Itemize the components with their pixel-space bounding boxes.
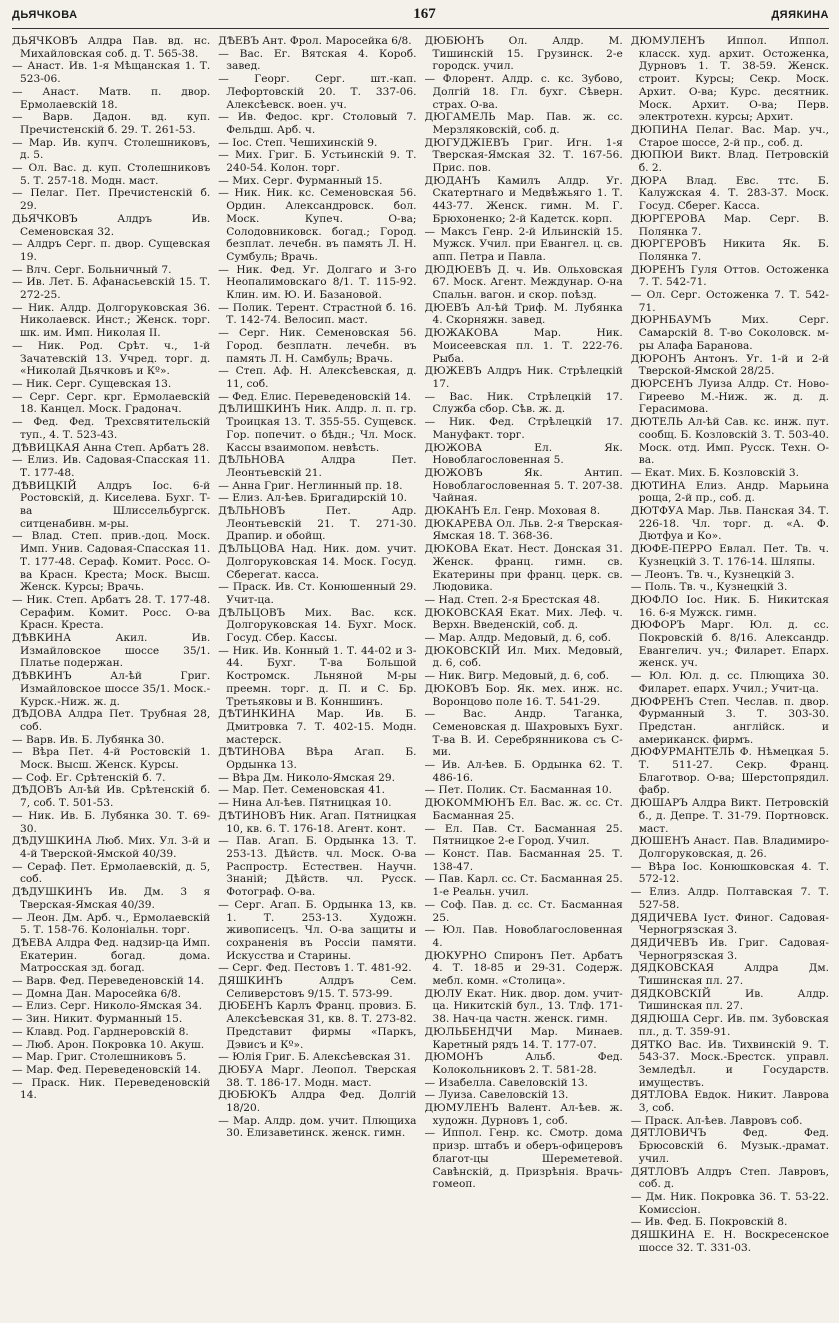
directory-entry: ДЮРЕНЪ Гуля Оттов. Остоженка 7. Т. 542-71.	[630, 263, 829, 289]
directory-entry: — Ник. Фед. Стрѣлецкій 17. Мануфакт. торг.	[424, 416, 623, 441]
directory-entry: ДЮФРЕНЪ Степ. Чеслав. п. двор. Фурманный 3. Т. 303-30. Предстан. англійск. и американск. фирмъ.	[630, 695, 829, 746]
directory-entry: ДЮРНБАУМЪ Мих. Серг. Самарскій 8. Т-во Соколовск. м-ры Алафа Барановa.	[630, 314, 829, 352]
directory-entry: ДЮДАНЪ Камилъ Алдр. Уг. Скатертнаго и Медвѣжьяго 1. Т. 443-77. Женск. гимн. М. Г. Брюхоненко; 2-й Кадетск. корп.	[424, 174, 623, 225]
directory-entry: — Пелаг. Пет. Пречистенскій б. 29.	[12, 187, 211, 213]
directory-entry: — Леон. Дм. Арб. ч., Ермолаевскій 5. Т. 158-76. Колоніальн. торг.	[12, 911, 211, 937]
directory-entry: — Домна Дан. Маросейка 6/8.	[12, 987, 181, 1000]
directory-entry: — Вас. Андр. Таганка, Семеновская д. Шахровыхъ Бухг. Т-ва В. И. Серебрянникова съ С-ми.	[424, 708, 623, 759]
directory-entry: ДЮТИНА Елиз. Андр. Марьина роща, 2-й пр., соб. д.	[630, 479, 829, 505]
directory-entry: — Георг. Серг. шт.-кап. Лефортовскій 20. Т. 337-06. Алексѣевск. воен. уч.	[218, 73, 417, 111]
directory-entry: — Ник. Алдр. Долгоруковская 36. Николаевск. Инст.; Женск. торг. шк. им. Имп. Николая II.	[12, 301, 211, 340]
directory-entry: ДЯШКИНА Е. Н. Воскресенское шоссе 32. Т. 331-03.	[630, 1229, 829, 1254]
directory-entry: — Варв. Ив. Б. Лубянка 30.	[12, 733, 165, 746]
directory-entry: ДЬЯЧКОВЪ Алдръ Ив. Семеновская 32.	[12, 212, 211, 238]
directory-entry: ДЮМУЛЕНЪ Валент. Ал-ѣев. ж. художн. Дурновъ 1, соб.	[424, 1102, 623, 1127]
directory-entry: ДЮМУЛЕНЪ Иппол. Иппол. класск. худ. архит. Остоженка, Дурновъ 1. Т. 38-59. Женск. строит. Курсы; Секр. Моск. Архит. О-ва; Курс. десятник. Моск. Архит. О-ва; Перв. электротехн. курсы; Архит.	[630, 35, 829, 124]
directory-entry: — Серг. Агап. Б. Ордынка 13, кв. 1. Т. 253-13. Художн. живописецъ. Чл. О-ва защиты и сохраненія въ Россіи памяти. Искусства и Старины.	[218, 898, 417, 962]
directory-entry: — Анаст. Ив. 1-я Мѣщанская 1. Т. 523-06.	[12, 60, 211, 86]
directory-entry: — Сераф. Пет. Ермолаевскій, д. 5, соб.	[12, 860, 211, 886]
directory-entry: — Ол. Серг. Остоженка 7. Т. 542-71.	[630, 289, 829, 314]
directory-entry: ДЮРСЕНЪ Луиза Алдр. Ст. Ново-Гиреево М.-Ниж. ж. д. д. Герасимова.	[630, 377, 829, 416]
directory-entry: — Над. Степ. 2-я Брестская 48.	[424, 593, 601, 606]
directory-entry: — Елиз. Ал-ѣев. Бригадирскій 10.	[218, 492, 408, 505]
directory-entry: ДЮКАНЪ Ел. Генр. Моховая 8.	[424, 505, 601, 518]
directory-entry: — Мар. Ив. купч. Столешниковъ, д. 5.	[12, 136, 211, 162]
directory-entry: — Вѣра Пет. 4-й Ростовскій 1. Моск. Высш. Женск. Курсы.	[12, 746, 211, 772]
directory-entry: ДѢТИНОВЪ Ник. Агап. Пятницкая 10, кв. 6. Т. 176-18. Агент. конт.	[218, 809, 417, 835]
directory-entry: ДѢДУШКИНЪ Ив. Дм. 3 я Тверская-Ямская 40/39.	[12, 886, 211, 911]
directory-entry: — Елиз. Ив. Садовая-Спасская 11. Т. 177-48.	[12, 454, 211, 479]
directory-entry: — Люб. Арон. Покровка 10. Акуш.	[12, 1038, 205, 1051]
directory-columns	[12, 35, 829, 1255]
directory-entry: ДѢЛЬЦОВА Над. Ник. дом. учит. Долгоруковская 14. Моск. Госуд. Сберегат. касса.	[218, 543, 417, 581]
directory-entry: — Пав. Карл. сс. Ст. Басманная 25. 1-е Реальн. учил.	[424, 873, 623, 899]
directory-entry: ДѢДОВА Алдра Пет. Трубная 28, соб.	[12, 708, 211, 733]
directory-entry: — Ник. Ив. Конный 1. Т. 44-02 и 3-44. Бухг. Т-ва Большой Костромск. Льняной М-ры преемн. торг. д. П. и С. Бр. Третьяковы и В. Конншинъ.	[218, 644, 417, 708]
directory-entry: — Ив. Федос. крг. Столовый 7. Фельдш. Арб. ч.	[218, 111, 417, 136]
directory-entry: ДЯДКОВСКІЙ Ив. Алдр. Тишинская пл. 27.	[630, 987, 829, 1013]
directory-entry: ДЮПЮИ Викт. Влад. Петровскій б. 2.	[630, 149, 829, 175]
directory-entry: ДЮРГЕРОВА Мар. Серг. В. Полянка 7.	[630, 212, 829, 238]
directory-entry: ДЮЖАКОВА Мар. Ник. Моисеевская пл. 1. Т. 222-76. Рыба.	[424, 327, 623, 365]
header-right-word: ДЯЯКИНА	[771, 9, 829, 21]
directory-entry: ДЯДЮША Серг. Ив. пм. Зубовская пл., д. Т. 359-91.	[630, 1013, 829, 1038]
directory-entry: — Полик. Терент. Страстной б. 16. Т. 142-74. Велосип. маст.	[218, 301, 417, 327]
directory-entry: ДЮКОММЮНЪ Ел. Вас. ж. сс. Ст. Басманная 25.	[424, 797, 623, 822]
directory-entry: ДЮМОНЪ Альб. Фед. Колокольниковъ 2. Т. 581-28.	[424, 1051, 623, 1076]
column-1	[12, 35, 210, 1255]
directory-entry: — Нина Ал-ѣев. Пятницкая 10.	[218, 797, 392, 810]
directory-entry: — Фед. Фед. Трехсвятительскій туп., 4. Т. 523-43.	[12, 416, 211, 441]
directory-entry: — Анна Григ. Неглинный пр. 18.	[218, 479, 403, 492]
directory-entry: ДЮЖОВЪ Як. Антип. Новоблагословенная 5. Т. 207-38. Чайная.	[424, 466, 623, 505]
directory-entry: — Леонъ. Тв. ч., Кузнецкій 3.	[630, 568, 795, 581]
directory-entry: ДЮЖОВА Ел. Як. Новоблагословенная 5.	[424, 441, 623, 467]
directory-entry: — Поль. Тв. ч., Кузнецкій 3.	[630, 581, 788, 594]
directory-entry: ДЮГУДЖІЕВЪ Григ. Игн. 1-я Тверская-Ямская 32. Т. 167-56. Прис. пов.	[424, 136, 623, 175]
directory-entry: ДЯТЛОВЪ Алдръ Степ. Лавровъ, соб. д.	[630, 1165, 829, 1191]
directory-entry: — Изабелла. Савеловскій 13.	[424, 1076, 588, 1089]
directory-entry: — Ник. Степ. Арбатъ 28. Т. 177-48. Серафим. Комит. Росс. О-ва Красн. Креста.	[12, 593, 211, 632]
directory-entry: — Серг. Ник. Семеновская 56. Город. безплатн. лечебн. въ память Л. Н. Самбуль; Врачь.	[218, 327, 417, 365]
directory-entry: — Дм. Ник. Покровка 36. Т. 53-22. Комиссіон.	[630, 1190, 829, 1216]
directory-entry: — Клавд. Род. Гарднеровскій 8.	[12, 1025, 189, 1038]
directory-entry: — Ол. Вас. д. куп. Столешниковъ 5. Т. 257-18. Модн. маст.	[12, 162, 211, 187]
directory-entry: ДѢТИНКИНА Мар. Ив. Б. Дмитровка 7. Т. 402-15. Модн. мастерск.	[218, 708, 417, 746]
directory-entry: ДѢЕВЪ Ант. Фрол. Маросейка 6/8.	[218, 35, 412, 47]
directory-entry: ДЯДИЧЕВЪ Ив. Григ. Садовая-Черногрязская 3.	[630, 936, 829, 962]
directory-entry: — Юлія Григ. Б. Алексѣевская 31.	[218, 1051, 411, 1064]
directory-entry: ДЯТКО Вас. Ив. Тихвинскій 9. Т. 543-37. Моск.-Брестск. управл. Земледѣл. и Государств. имуществъ.	[630, 1038, 829, 1089]
directory-entry: ДЯТЛОВИЧЪ Фед. Фед. Брюсовскій 6. Музык.-драмат. учил.	[630, 1127, 829, 1165]
directory-entry: — Пав. Агап. Б. Ордынка 13. Т. 253-13. Дѣйств. чл. Моск. О-ва Распростр. Естествен. Научн. Знаній; Дѣйств. чл. Русск. Фотограф. О-ва.	[218, 835, 417, 899]
page-number: 167	[413, 6, 436, 22]
directory-entry: — Мар. Алдр. Медовый, д. 6, соб.	[424, 632, 611, 645]
directory-entry: — Ник. Серг. Сущевская 13.	[12, 377, 172, 390]
directory-entry: ДЮКОВСКІЙ Ил. Мих. Медовый, д. 6, соб.	[424, 644, 623, 670]
directory-entry: ДѢЕВА Алдра Фед. надзир-ца Имп. Екатерин. богад. дома. Матросская зд. богад.	[12, 936, 211, 975]
directory-entry: ДѢЛЬЦОВЪ Мих. Вас. кск. Долгоруковская 14. Бухг. Моск. Госуд. Сбер. Кассы.	[218, 606, 417, 645]
directory-entry: ДЮКУРНО Спиронъ Пет. Арбатъ 4. Т. 18-85 и 29-31. Содерж. мебл. комн. «Столица».	[424, 949, 623, 988]
column-4	[631, 35, 829, 1255]
directory-entry: ДЯТЛОВА Евдок. Никит. Лаврова 3, соб.	[630, 1089, 829, 1115]
directory-entry: — Мих. Григ. Б. Устьинскій 9. Т. 240-54. Колон. торг.	[218, 149, 417, 175]
directory-entry: — Вас. Ник. Стрѣлецкій 17. Служба сбор. Сѣв. ж. д.	[424, 390, 623, 416]
directory-entry: — Луиза. Савеловскій 13.	[424, 1089, 569, 1102]
directory-entry: ДЮКАРЕВА Ол. Льв. 2-я Тверская-Ямская 18. Т. 368-36.	[424, 517, 623, 543]
directory-entry: — Юл. Юл. д. сс. Плющиха 30. Филарет. епарх. Учил.; Учит-ца.	[630, 670, 829, 695]
directory-entry: ДЮФЛО Іос. Ник. Б. Никитская 16. 6-я Мужск. гимн.	[630, 593, 829, 619]
column-2	[218, 35, 416, 1255]
directory-entry: ДЯШКИНЪ Алдръ Сем. Селиверстовъ 9/15. Т. 573-99.	[218, 975, 417, 1000]
directory-entry: — Ив. Ал-ѣев. Б. Ордынка 62. Т. 486-16.	[424, 759, 623, 784]
directory-entry: ДѢВКИНА Акил. Ив. Измайловское шоссе 35/1. Платье подержан.	[12, 632, 211, 670]
directory-entry: — Ник. Род. Срѣт. ч., 1-й Зачатевскій 13. Учред. торг. д. «Николай Дьячковъ и Кº».	[12, 339, 211, 378]
directory-entry: — Елиз. Алдр. Полтавская 7. Т. 527-58.	[630, 886, 829, 911]
directory-entry: — Юл. Пав. Новоблагословенная 4.	[424, 924, 623, 949]
directory-entry: — Влад. Степ. прив.-доц. Моск. Имп. Унив. Садовая-Спасская 11. Т. 177-48. Сераф. Комит. Росс. О-ва Красн. Креста; Моск. Высш. Женск. Курсы; Врачь.	[12, 530, 211, 594]
directory-entry: — Соф. Пав. д. сс. Ст. Басманная 25.	[424, 898, 623, 924]
directory-entry: — Мар. Пет. Семеновская 41.	[218, 784, 386, 797]
directory-entry: — Иппол. Генр. кс. Смотр. дома призр. штабъ и оберъ-офицеровъ благот-цы Шереметевой. Савѣнскій, д. Призрѣнія. Врачь-гомеоп.	[424, 1127, 623, 1191]
directory-entry: ДЮРОНЪ Антонъ. Уг. 1-й и 2-й Тверской-Ямской 28/25.	[630, 352, 829, 378]
directory-entry: — Іос. Степ. Чешихинскій 9.	[218, 136, 378, 149]
directory-entry: ДЮБЮНЪ Ол. Алдр. М. Тишинскій 15. Грузинск. 2-е городск. учил.	[424, 35, 623, 73]
directory-entry: ДЮФОРЪ Марг. Юл. д. сс. Покровскій б. 8/16. Александр. Евангелич. уч.; Филарет. Епарх. женск. уч.	[630, 619, 829, 670]
directory-entry: — Праск. Ал-ѣев. Лавровъ соб.	[630, 1114, 803, 1127]
directory-entry: — Пет. Полик. Ст. Басманная 10.	[424, 784, 612, 797]
directory-entry: — Варв. Дадон. вд. куп. Пречистенскій б. 29. Т. 261-53.	[12, 111, 211, 136]
directory-entry: — Вѣра Дм. Николо-Ямская 29.	[218, 771, 395, 784]
directory-entry: ДЮГАМЕЛЬ Мар. Пав. ж. сс. Мерзляковскій, соб. д.	[424, 111, 623, 136]
directory-entry: — Ник. Ив. Б. Лубянка 30. Т. 69-30.	[12, 809, 211, 835]
directory-entry: ДЮКОВСКАЯ Екат. Мих. Леф. ч. Верхн. Введенскій, соб. д.	[424, 606, 623, 632]
directory-entry: ДѢЛИШКИНЪ Ник. Алдр. л. п. гр. Троицкая 13. Т. 355-55. Сущевск. Гор. попечит. о бѣдн.; Чл. Моск. Кассы взаимопом. невѣсть.	[218, 403, 417, 454]
directory-entry: ДЮЛУ Екат. Ник. двор. дом. учит-ца. Никитскій бул., 13. Тлф. 171-38. Нач-ца частн. женск. гимн.	[424, 987, 623, 1026]
directory-entry: ДЮКОВЪ Бор. Як. мех. инж. нс. Воронцово поле 16. Т. 541-29.	[424, 682, 623, 708]
header-left-word: ДЬЯЧКОВА	[12, 9, 78, 21]
directory-entry: ДЯДКОВСКАЯ Алдра Дм. Тишинская пл. 27.	[630, 962, 829, 988]
directory-entry: ДѢДУШКИНА Люб. Мих. Ул. 3-й и 4-й Тверской-Ямской 40/39.	[12, 835, 211, 860]
page-header	[12, 6, 829, 29]
directory-entry: — Соф. Ег. Срѣтенскій б. 7.	[12, 771, 166, 784]
directory-entry: — Ник. Ник. кс. Семеновская 56. Ордин. Александровск. бол. Моск. Купеч. О-ва; Солодовниковск. богад.; Город. безплат. лечебн. въ память Л. Н. Сумбуль; Врачь.	[218, 187, 417, 263]
directory-entry: — Праск. Ник. Переведеновскій 14.	[12, 1076, 211, 1102]
directory-entry: ДЮТФУА Мар. Льв. Панская 34. Т. 226-18. Чл. торг. д. «А. Ф. Дютфуа и Ко».	[630, 505, 829, 543]
directory-entry: — Ник. Вигр. Медовый, д. 6, соб.	[424, 670, 610, 683]
directory-entry: — Праск. Ив. Ст. Конюшенный 29. Учит-ца.	[218, 581, 417, 606]
directory-entry: — Елиз. Серг. Николо-Ямская 34.	[12, 1000, 202, 1013]
directory-entry: — Екат. Мих. Б. Козловскій 3.	[630, 466, 800, 479]
directory-entry: — Ник. Фед. Уг. Долгаго и 3-го Неопалимовскаго 8/1. Т. 115-92. Клин. им. Ю. И. Базановой.	[218, 263, 417, 302]
directory-entry: — Влч. Серг. Больничный 7.	[12, 263, 172, 276]
directory-entry: ДѢВКИНЪ Ал-ѣй Григ. Измайловское шоссе 35/1. Моск.-Курск.-Ниж. ж. д.	[12, 670, 211, 708]
directory-entry: ДѢЛЬНОВЪ Пет. Адр. Леонтьевскій 21. Т. 271-30. Драпир. и обойщ.	[218, 505, 417, 543]
directory-entry: ДЮДЮЕВЪ Д. ч. Ив. Ольховская 67. Моск. Агент. Междунар. О-на Спальн. вагон. и скор. поѣзд.	[424, 263, 623, 302]
directory-entry: ДЮТЕЛЬ Ал-ѣй Сав. кс. инж. пут. сообщ. Б. Козловскій 3. Т. 503-40. Моск. отд. Имп. Русск. Техн. О-ва.	[630, 416, 829, 467]
directory-entry: — Серг. Серг. крг. Ермолаевскій 18. Канцел. Моск. Градонач.	[12, 390, 211, 416]
directory-entry: ДЮБЕНЪ Карлъ Франц. провиз. Б. Алексѣевская 31, кв. 8. Т. 273-82. Представит фирмы «Паркъ, Дэвисъ и Кº».	[218, 1000, 417, 1051]
directory-entry: — Ел. Пав. Ст. Басманная 25. Пятницкое 2-е Город. Учил.	[424, 822, 623, 848]
directory-entry: ДЮПИНА Пелаг. Вас. Мар. уч., Старое шоссе, 2-й пр., соб. д.	[630, 123, 829, 149]
directory-entry: ДѢВИЦКАЯ Анна Степ. Арбатъ 28.	[12, 441, 210, 454]
directory-entry: ДЮРА Влад. Евс. ттс. Б. Калужская 4. Т. 283-37. Моск. Госуд. Сберег. Касса.	[630, 174, 829, 213]
directory-entry: ДЮЖЕВЪ Алдръ Ник. Стрѣлецкій 17.	[424, 365, 623, 390]
directory-entry: ДЮЛЬБЕНДЧИ Мар. Минаев. Каретный рядъ 14. Т. 177-07.	[424, 1025, 623, 1051]
directory-entry: — Мих. Серг. Фурманный 15.	[218, 174, 383, 187]
directory-entry: ДѢДОВЪ Ал-ѣй Ив. Срѣтенскій б. 7, соб. Т. 501-53.	[12, 784, 211, 810]
directory-entry: ДЮШАРЪ Алдра Викт. Петровскій б., д. Депре. Т. 31-79. Портновск. маст.	[630, 797, 829, 835]
directory-entry: — Конст. Пав. Басманная 25. Т. 138-47.	[424, 848, 623, 873]
directory-entry: ДЮЕВЪ Ал-ѣй Триф. М. Лубянка 4. Скорняжн. завед.	[424, 301, 623, 327]
directory-entry: ДѢВИЦКІЙ Алдръ Іос. 6-й Ростовскій, д. Киселева. Бухг. Т-ва Шлиссельбургск. ситценабивн. м-ры.	[12, 479, 211, 530]
directory-entry: ДЮШЕНЪ Анаст. Пав. Владимиро-Долгоруковская, д. 26.	[630, 835, 829, 860]
directory-entry: ДѢТИНОВА Вѣра Агап. Б. Ордынка 13.	[218, 746, 417, 772]
directory-entry: — Алдръ Серг. п. двор. Сущевская 19.	[12, 238, 211, 263]
directory-entry: — Вѣра Іос. Конюшковская 4. Т. 572-12.	[630, 860, 829, 886]
directory-entry: — Фед. Елис. Переведеновскій 14.	[218, 390, 411, 403]
directory-entry: — Степ. Аф. Н. Алексѣевская, д. 11, соб.	[218, 365, 417, 390]
directory-entry: — Мар. Фед. Переведеновскій 14.	[12, 1063, 202, 1076]
directory-entry: — Вас. Ег. Вятская 4. Короб. завед.	[218, 47, 417, 73]
directory-entry: ДЮРГЕРОВЪ Никита Як. Б. Полянка 7.	[630, 238, 829, 263]
directory-entry: ДЮБУА Марг. Леопол. Тверская 38. Т. 186-17. Модн. маст.	[218, 1063, 417, 1089]
directory-entry: ДЮБЮКЪ Алдра Фед. Долгій 18/20.	[218, 1089, 417, 1115]
directory-entry: ДѢЛЬНОВА Алдра Пет. Леонтьевскій 21.	[218, 454, 417, 479]
directory-entry: ДЮФЕ-ПЕРРО Евлал. Пет. Тв. ч. Кузнецкій 3. Т. 176-14. Шляпы.	[630, 543, 829, 568]
directory-entry: ДЬЯЧКОВЪ Алдра Пав. вд. нс. Михайловская соб. д. Т. 565-38.	[12, 35, 211, 60]
directory-entry: — Флорент. Алдр. с. кс. Зубово, Долгій 18. Гл. бухг. Сѣверн. страх. О-ва.	[424, 73, 623, 111]
directory-entry: ДЯДИЧЕВА Іуст. Финог. Садовая-Черногрязская 3.	[630, 911, 829, 937]
directory-entry: — Ив. Лет. Б. Афанасьевскій 15. Т. 272-25.	[12, 276, 211, 302]
directory-entry: — Ив. Фед. Б. Покровскій 8.	[630, 1216, 788, 1229]
directory-entry: — Мар. Григ. Столешниковъ 5.	[12, 1051, 187, 1064]
directory-entry: — Зин. Никит. Фурманный 15.	[12, 1013, 183, 1026]
directory-entry: — Максъ Генр. 2-й Ильинскій 15. Мужск. Учил. при Евангел. ц. св. апп. Петра и Павла.	[424, 225, 623, 263]
directory-entry: — Варв. Фед. Переведеновскій 14.	[12, 975, 205, 988]
directory-entry: — Серг. Фед. Пестовъ 1. Т. 481-92.	[218, 962, 412, 975]
column-3	[425, 35, 623, 1255]
directory-entry: — Мар. Алдр. дом. учит. Плющиха 30. Елизаветинск. женск. гимн.	[218, 1114, 417, 1140]
directory-entry: ДЮФУРМАНТЕЛЬ Ф. Нѣмецкая 5. Т. 511-27. Секр. Франц. Благотвор. О-ва; Шерстопрядил. фабр.	[630, 746, 829, 797]
directory-entry: — Анаст. Матв. п. двор. Ермолаевскій 18.	[12, 85, 211, 111]
directory-entry: ДЮКОВА Екат. Нест. Донская 31. Женск. франц. гимн. св. Екатерины при франц. церк. св. Людовика.	[424, 543, 623, 594]
